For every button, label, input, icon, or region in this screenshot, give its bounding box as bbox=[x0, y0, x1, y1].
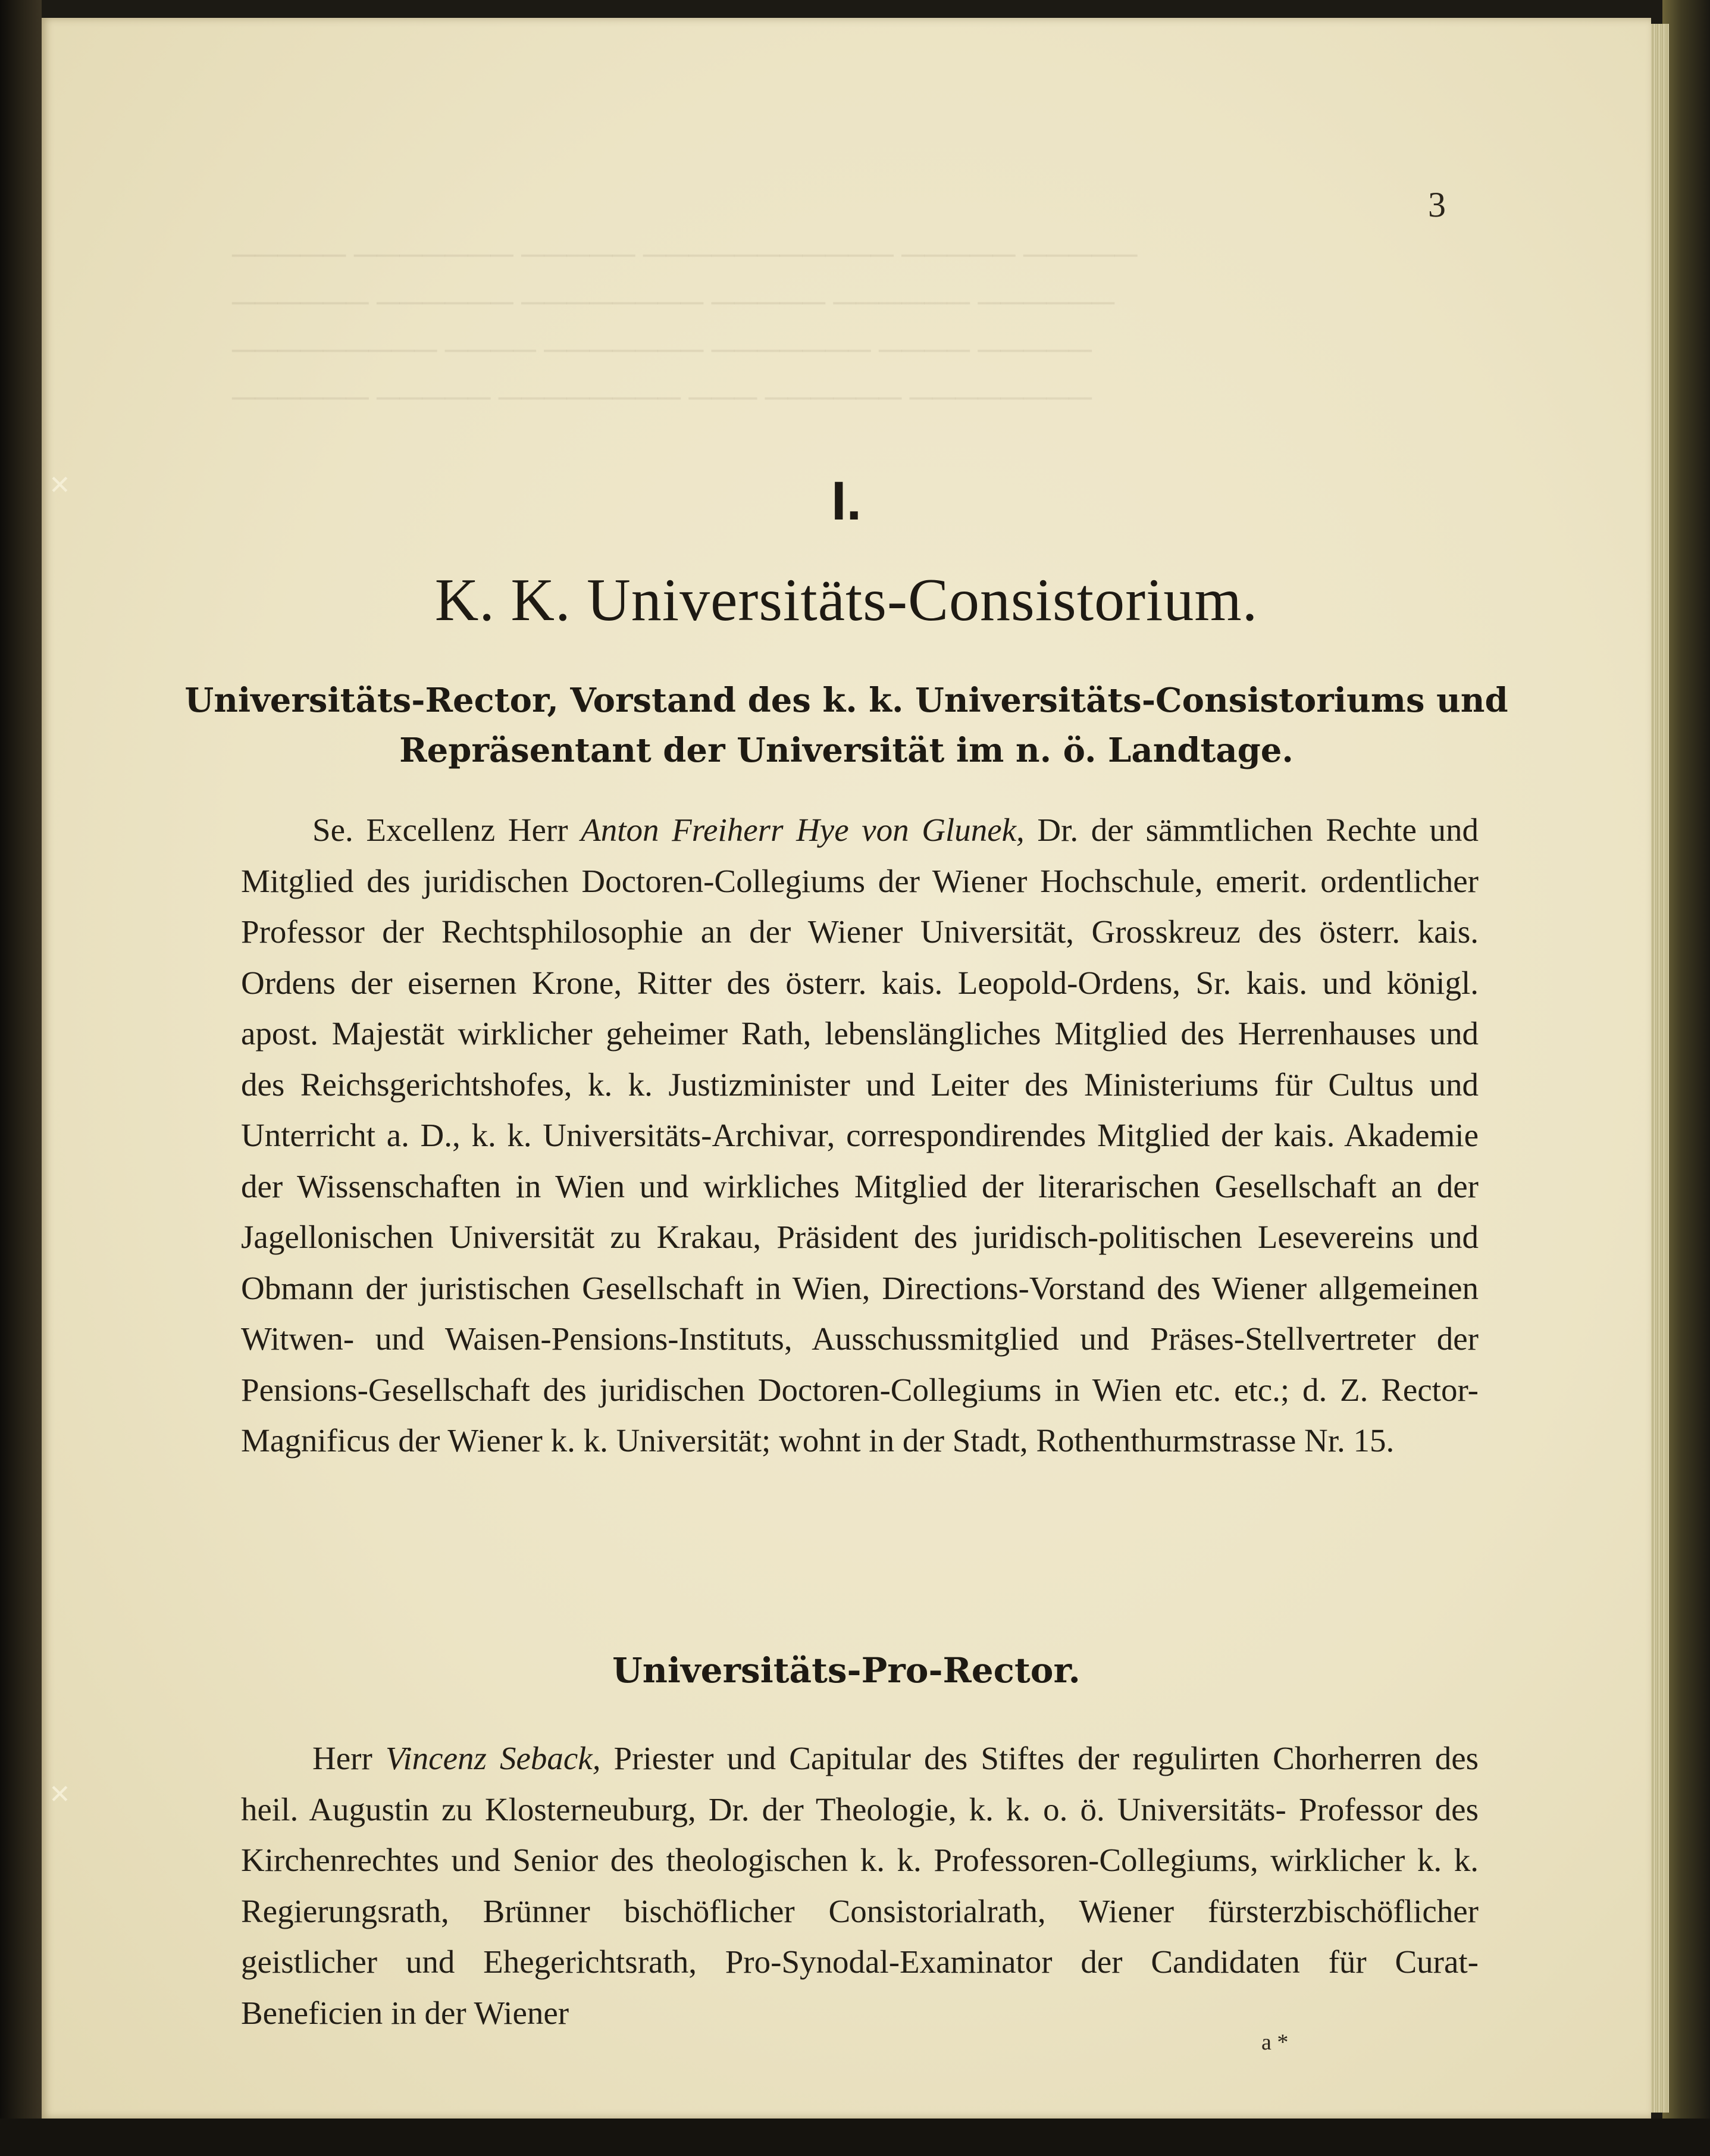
rector-paragraph bbox=[241, 805, 1479, 1466]
page-number: 3 bbox=[1428, 185, 1446, 224]
page-title: K. K. Universitäts-Consistorium. bbox=[434, 567, 1258, 634]
heading-line-1: Universitäts-Rector, Vorstand des k. k. Universitäts-Consistoriums und bbox=[184, 681, 1508, 720]
printer-signature-mark: a * bbox=[1261, 2030, 1289, 2055]
chapter-number: I. bbox=[831, 471, 862, 531]
section-heading-rector bbox=[42, 675, 1651, 775]
person-name: Anton Freiherr Hye von Glunek, bbox=[581, 812, 1025, 848]
paragraph-text: Dr. der sämmtlichen Rechte und Mitglied des juridischen Doctoren-Collegiums der Wiener Hochschule, emerit. ordentlicher Professor der Rechtsphilosophie an der Wiener Universität, Grosskreuz des österr. kais. Ordens der eisernen Krone, Ritter des österr. kais. Leopold-Ordens, Sr. kais. und königl. apost. Majestät wirklicher geheimer Rath, lebenslängliches Mitglied des Herrenhauses und des Reichsgerichtshofes, k. k. Justizminister und Leiter des Ministeriums für Cultus und Unterricht a. D., k. k. Universitäts-Archivar, correspondirendes Mitglied der kais. Akademie der Wissenschaften in Wien und wirkliches Mitglied der literarischen Gesellschaft an der Jagellonischen Universität zu Krakau, Präsident des juridisch-politischen Lesevereins und Obmann der juristischen Gesellschaft in Wien, Directions-Vorstand des Wiener allgemeinen Witwen- und Waisen-Pensions-Instituts, Ausschussmitglied und Präses-Stellvertreter der Pensions-Gesellschaft des juridischen Doctoren-Collegiums in Wien etc. etc.; d. Z. Rector-Magnificus der Wiener k. k. Universität; wohnt in der Stadt, Rothenthurmstrasse Nr. 15. bbox=[241, 812, 1479, 1459]
scanner-background-left bbox=[0, 0, 42, 2156]
show-through-text: ───── ───── ─────────── ───── ─────── ───── bbox=[232, 237, 1138, 273]
show-through-text: ────── ────── ───── ──────── ────── ────── bbox=[232, 284, 1115, 320]
page-edges bbox=[1651, 24, 1669, 2113]
book-page bbox=[42, 18, 1651, 2119]
person-name: Vincenz Seback, bbox=[385, 1740, 601, 1776]
paragraph-lead: Se. Excellenz Herr bbox=[312, 812, 568, 848]
binding-thread-mark: ✕ bbox=[49, 470, 71, 500]
show-through-text: ───── ──── ─────── ─────── ──── ───────── bbox=[232, 332, 1092, 368]
pro-rector-paragraph bbox=[241, 1733, 1479, 2038]
section-heading-pro-rector: Universitäts-Pro-Rector. bbox=[612, 1650, 1081, 1691]
paragraph-text: Priester und Capitular des Stiftes der regulirten Chorherren des heil. Augustin zu Klosterneuburg, Dr. der Theologie, k. k. o. ö. Universitäts- Professor des Kirchenrechtes und Senior des theologischen k. k. Professoren-Collegiums, wirklicher k. k. Regierungsrath, Brünner bischöflicher Consistorialrath, Wiener fürsterzbischöflicher geistlicher und Ehegerichtsrath, Pro-Synodal-Examinator der Candidaten für Curat-Beneficien in der Wiener bbox=[241, 1740, 1479, 2031]
show-through-text: ──────── ────── ─── ──────── ───── ────── bbox=[232, 380, 1092, 415]
scanner-background-right bbox=[1662, 0, 1710, 2156]
binding-thread-mark: ✕ bbox=[49, 1779, 71, 1810]
heading-line-2: Repräsentant der Universität im n. ö. Landtage. bbox=[399, 731, 1294, 770]
scanner-background-bottom bbox=[0, 2119, 1710, 2156]
paragraph-lead: Herr bbox=[312, 1740, 372, 1776]
